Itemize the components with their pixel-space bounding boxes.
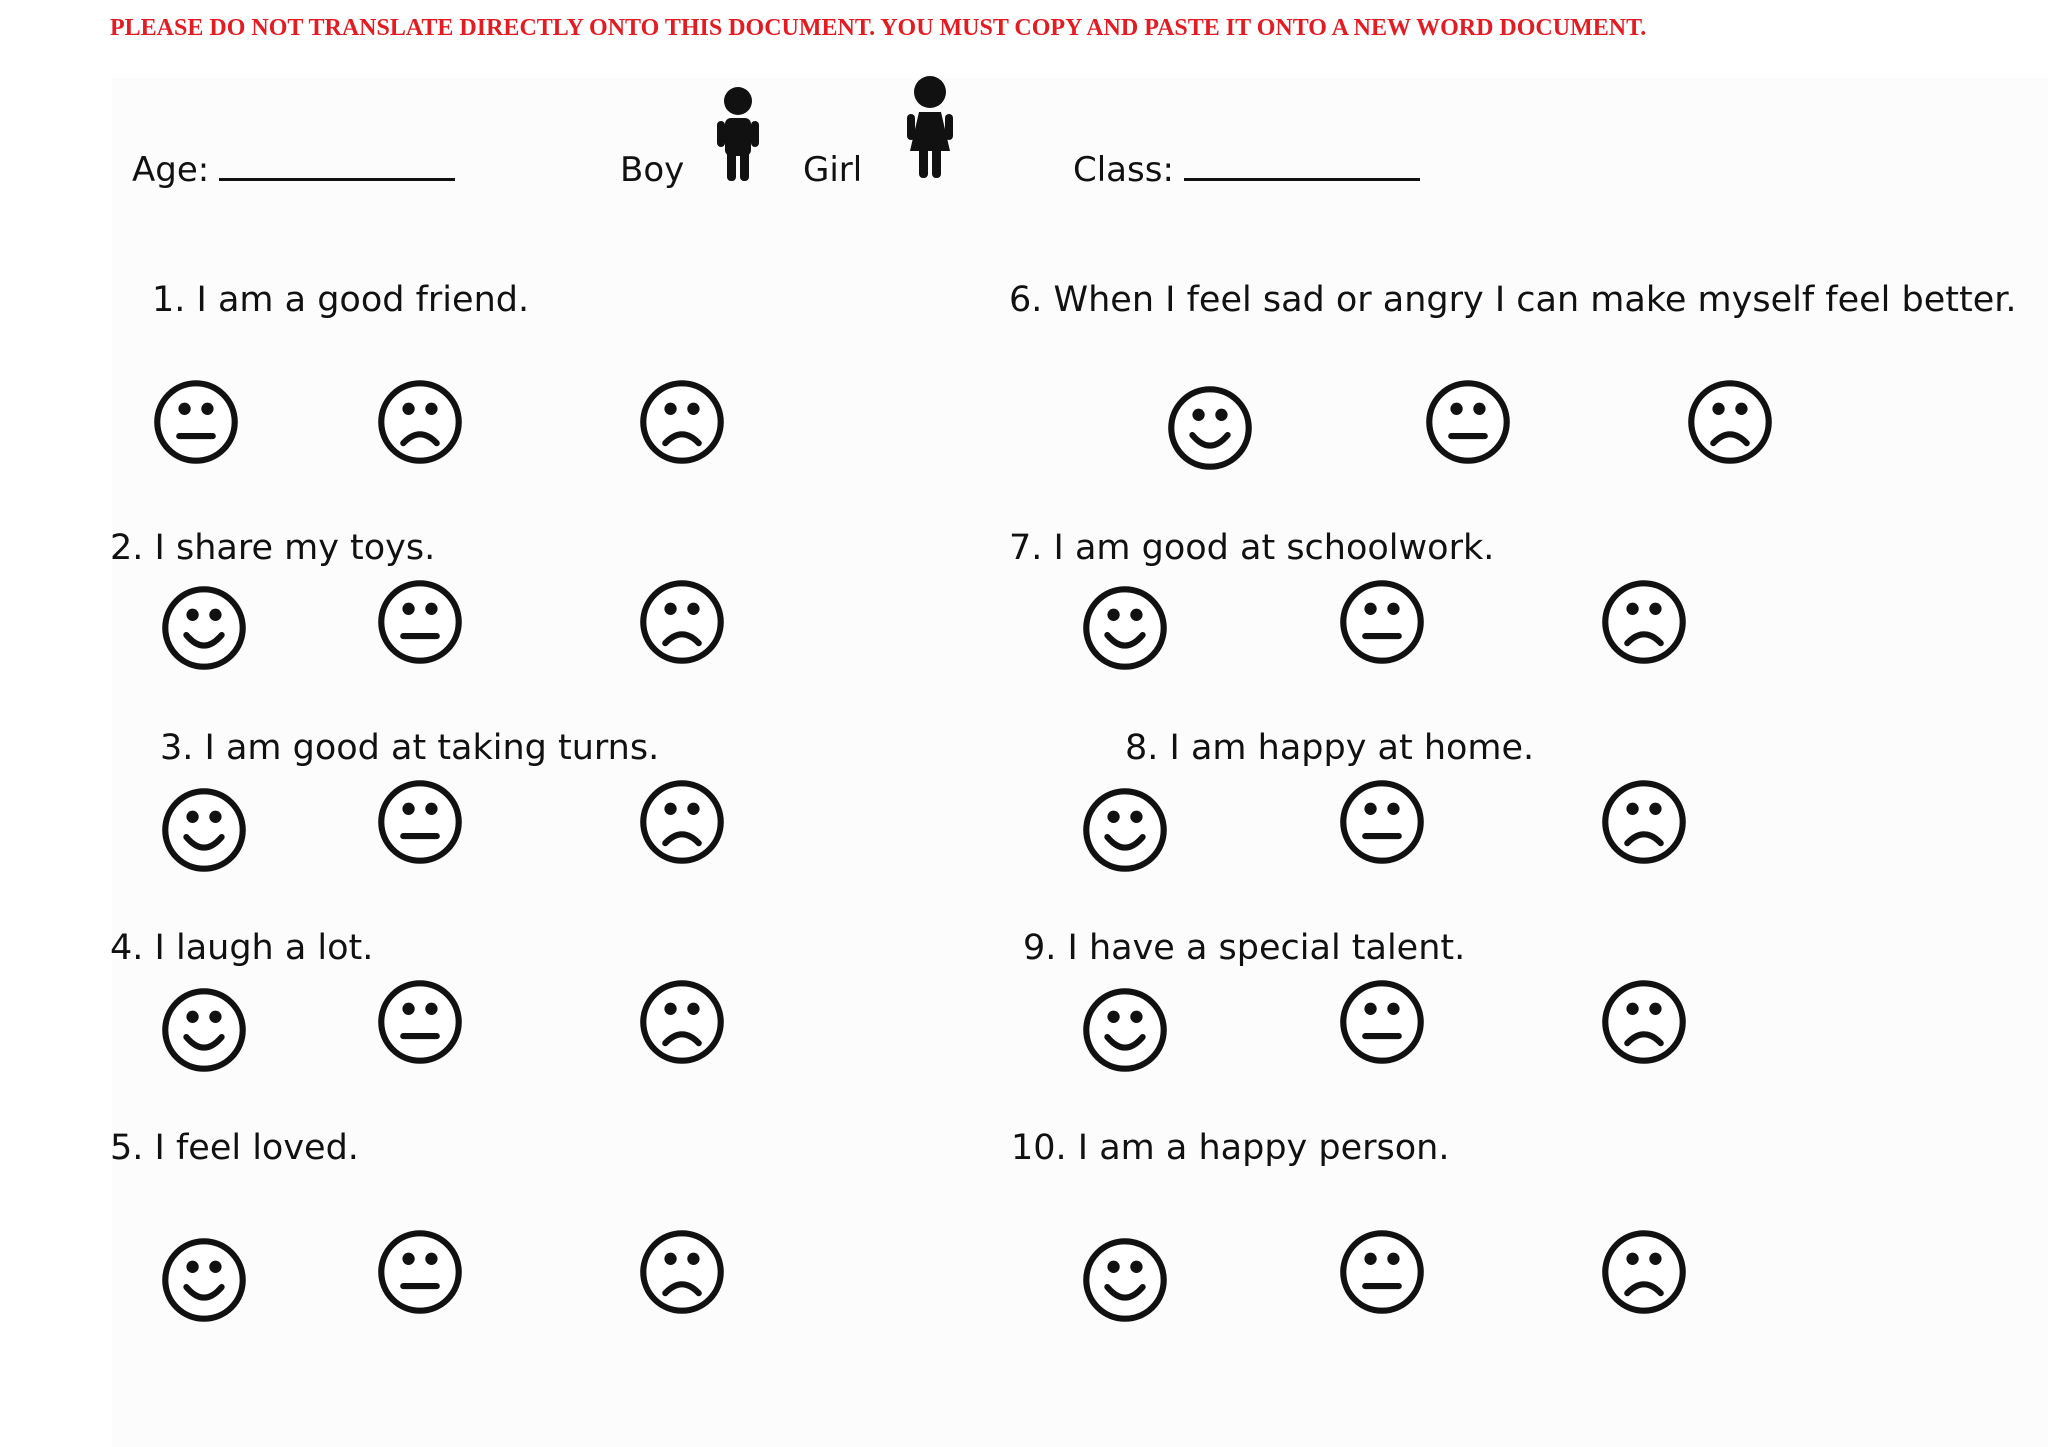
sad-face-icon[interactable]: [1600, 578, 1688, 666]
girl-figure-icon: [902, 75, 958, 178]
sad-face-icon[interactable]: [1600, 1228, 1688, 1316]
question-6-text: 6. When I feel sad or angry I can make myself feel better.: [1009, 280, 2017, 320]
sad-face-icon[interactable]: [638, 378, 726, 466]
age-field: [132, 150, 455, 190]
age-blank[interactable]: [219, 178, 455, 181]
sad-face-icon[interactable]: [638, 778, 726, 866]
boy-figure-icon: [713, 86, 763, 181]
question-3-text: 3. I am good at taking turns.: [160, 728, 660, 768]
girl-label: Girl: [803, 150, 863, 190]
sad-face-icon[interactable]: [638, 1228, 726, 1316]
question-8-text: 8. I am happy at home.: [1125, 728, 1535, 768]
happy-face-icon[interactable]: [1081, 1236, 1169, 1324]
happy-face-icon[interactable]: [160, 584, 248, 672]
neutral-face-icon[interactable]: [376, 778, 464, 866]
question-1-text: 1. I am a good friend.: [152, 280, 530, 320]
happy-face-icon[interactable]: [160, 1236, 248, 1324]
question-9-text: 9. I have a special talent.: [1023, 928, 1466, 968]
neutral-face-icon[interactable]: [376, 978, 464, 1066]
happy-face-icon[interactable]: [160, 786, 248, 874]
question-10-text: 10. I am a happy person.: [1011, 1128, 1450, 1168]
happy-face-icon[interactable]: [160, 986, 248, 1074]
neutral-face-icon[interactable]: [1338, 978, 1426, 1066]
neutral-face-icon[interactable]: [1338, 778, 1426, 866]
happy-face-icon[interactable]: [1081, 986, 1169, 1074]
happy-face-icon[interactable]: [1166, 384, 1254, 472]
neutral-face-icon[interactable]: [376, 1228, 464, 1316]
happy-face-icon[interactable]: [1081, 786, 1169, 874]
happy-face-icon[interactable]: [1081, 584, 1169, 672]
neutral-face-icon[interactable]: [376, 578, 464, 666]
question-5-text: 5. I feel loved.: [110, 1128, 359, 1168]
sad-face-icon[interactable]: [1600, 978, 1688, 1066]
question-4-text: 4. I laugh a lot.: [110, 928, 374, 968]
neutral-face-icon[interactable]: [1338, 1228, 1426, 1316]
neutral-face-icon[interactable]: [1338, 578, 1426, 666]
class-field: [1073, 150, 1420, 190]
notice-banner: PLEASE DO NOT TRANSLATE DIRECTLY ONTO THIS DOCUMENT. YOU MUST COPY AND PASTE IT ONTO A NEW WORD DOCUMENT.: [110, 15, 1647, 41]
age-label: Age:: [132, 150, 210, 190]
class-blank[interactable]: [1184, 178, 1420, 181]
question-2-text: 2. I share my toys.: [110, 528, 436, 568]
neutral-face-icon[interactable]: [152, 378, 240, 466]
class-label: Class:: [1073, 150, 1174, 190]
sad-face-icon[interactable]: [638, 978, 726, 1066]
sad-face-icon[interactable]: [638, 578, 726, 666]
sad-face-icon[interactable]: [376, 378, 464, 466]
neutral-face-icon[interactable]: [1424, 378, 1512, 466]
question-7-text: 7. I am good at schoolwork.: [1009, 528, 1495, 568]
sad-face-icon[interactable]: [1686, 378, 1774, 466]
sad-face-icon[interactable]: [1600, 778, 1688, 866]
boy-label: Boy: [620, 150, 685, 190]
